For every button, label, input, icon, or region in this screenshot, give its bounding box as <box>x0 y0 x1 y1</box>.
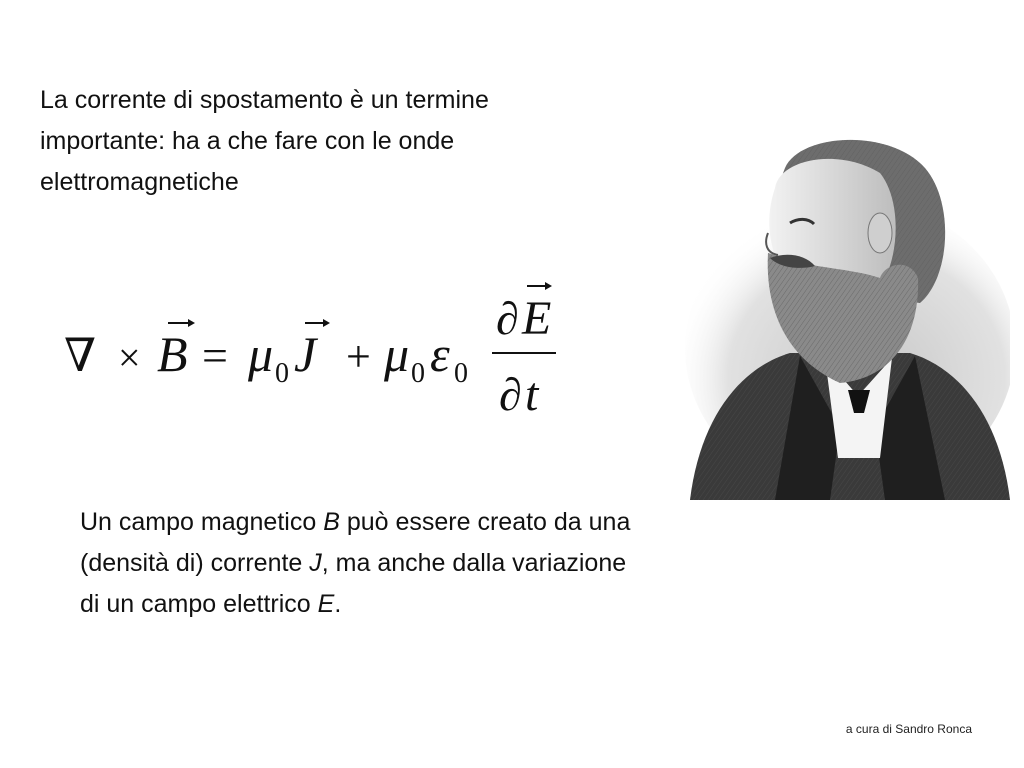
text-segment: può essere creato da una <box>339 508 631 536</box>
maxwell-portrait <box>680 128 1010 500</box>
denominator-partial: ∂ <box>499 369 522 420</box>
plus-symbol: + <box>346 332 371 381</box>
explanation-line-1 <box>80 502 780 543</box>
explanation-line-3 <box>80 584 780 625</box>
variable-j: J <box>309 549 322 577</box>
intro-line-1: La corrente di spostamento è un termine <box>40 86 489 114</box>
e-vector: E <box>522 292 552 345</box>
variable-e: E <box>317 590 335 618</box>
text-segment: Un campo magnetico <box>80 508 324 536</box>
epsilon-symbol: ε <box>430 326 450 382</box>
j-vector: J <box>294 326 317 382</box>
text-segment: (densità di) corrente <box>80 549 310 577</box>
variable-b: B <box>323 508 340 536</box>
maxwell-ampere-equation <box>62 276 582 426</box>
numerator-partial: ∂ <box>496 293 519 344</box>
explanation-line-2 <box>80 543 780 584</box>
mu-subscript-2: 0 <box>411 358 425 389</box>
explanation-text <box>80 502 780 625</box>
e-arrow-icon <box>527 282 552 290</box>
cross-symbol: × <box>118 335 141 380</box>
intro-text <box>40 80 640 203</box>
mu-subscript: 0 <box>275 358 289 389</box>
intro-line-3: elettromagnetiche <box>40 168 239 196</box>
equals-symbol: = <box>202 330 228 381</box>
text-segment: , ma anche dalla variazione <box>321 549 627 577</box>
mu-symbol: μ <box>248 326 274 382</box>
text-segment: di un campo elettrico <box>80 590 318 618</box>
intro-line-2: importante: ha a che fare con le onde <box>40 127 455 155</box>
b-vector: B <box>157 326 188 382</box>
mu-symbol-2: μ <box>384 326 410 382</box>
nabla-symbol: ∇ <box>64 330 97 381</box>
epsilon-subscript: 0 <box>454 358 468 389</box>
t-variable: t <box>525 368 539 421</box>
text-segment: . <box>334 590 342 618</box>
author-credit: a cura di Sandro Ronca <box>845 722 972 736</box>
